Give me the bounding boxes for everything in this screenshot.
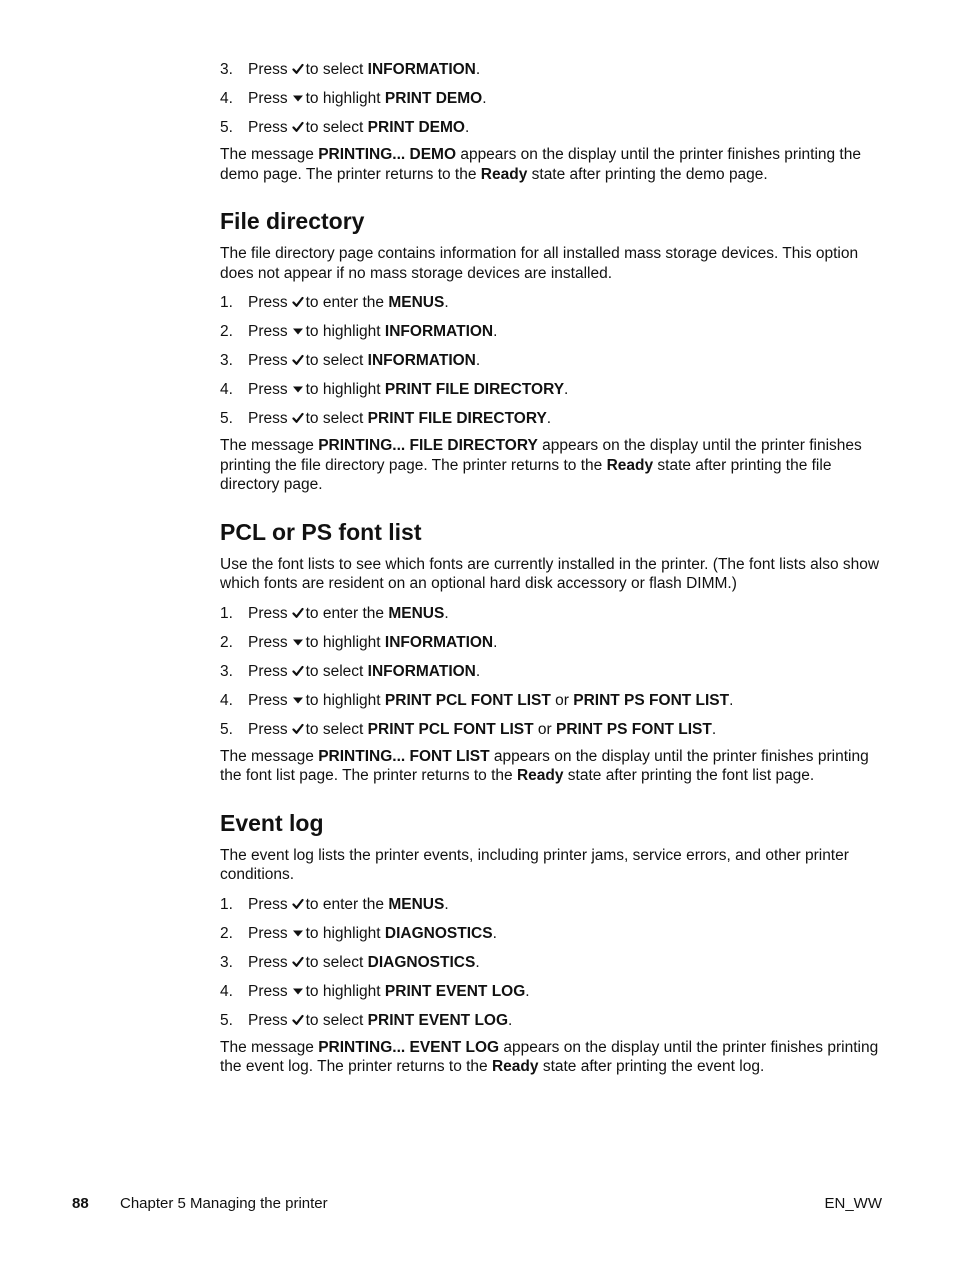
list-item	[220, 631, 888, 660]
step-number: 3.	[220, 61, 233, 78]
step-end: .	[493, 633, 498, 651]
chapter-title: Chapter 5 Managing the printer	[120, 1195, 328, 1212]
list-item	[220, 116, 888, 145]
step-press: Press	[248, 662, 288, 680]
step-end: .	[464, 119, 470, 136]
message-text: The message	[220, 747, 319, 765]
menu-item-name: MENUS	[388, 604, 445, 622]
step-end: .	[546, 410, 552, 427]
checkmark-button-icon	[292, 63, 304, 75]
step-action: to highlight	[305, 982, 381, 1000]
list-item	[220, 87, 888, 116]
menu-item-name: PRINT EVENT LOG	[384, 982, 526, 1000]
step-action: to highlight	[305, 323, 381, 340]
section-heading: File directory	[220, 208, 365, 234]
menu-item-name: PRINT PCL FONT LIST	[384, 691, 551, 709]
step-action: to highlight	[305, 90, 381, 107]
list-item	[220, 1009, 888, 1038]
display-message: PRINTING... EVENT LOG	[318, 1038, 500, 1056]
menu-item-name: PRINT EVENT LOG	[367, 1011, 509, 1029]
list-item	[220, 291, 888, 320]
step-end: .	[475, 953, 480, 971]
step-number: 2.	[220, 924, 233, 942]
menu-item-name: INFORMATION	[384, 323, 494, 340]
step-press: Press	[248, 352, 288, 369]
step-number: 2.	[220, 633, 233, 651]
menu-item-name: DIAGNOSTICS	[367, 953, 476, 971]
message-text: state after printing the font list page.	[563, 767, 815, 784]
step-list	[220, 291, 888, 436]
step-text	[248, 718, 716, 742]
step-end: .	[508, 1011, 513, 1029]
section-description: The file directory page contains information for all installed mass storage devices. This option does not appear if no mass storage devices are installed.	[220, 245, 859, 282]
step-action: to enter the	[305, 895, 385, 913]
step-end: .	[444, 895, 449, 913]
step-action: to select	[305, 352, 364, 369]
step-number: 3.	[220, 352, 233, 369]
step-text	[248, 87, 487, 111]
step-action: to select	[305, 720, 364, 738]
intro-step-list	[220, 58, 888, 145]
step-end: .	[525, 982, 530, 1000]
list-item	[220, 58, 888, 87]
list-item	[220, 689, 888, 718]
step-end: .	[475, 662, 481, 680]
step-end: .	[444, 604, 449, 622]
step-text	[248, 893, 449, 917]
result-message	[220, 747, 884, 786]
step-number: 2.	[220, 323, 233, 340]
step-action: to select	[305, 410, 364, 427]
step-number: 4.	[220, 982, 233, 1000]
step-end: .	[482, 90, 487, 107]
step-press: Press	[248, 720, 288, 738]
step-list	[220, 602, 888, 747]
step-number: 5.	[220, 720, 233, 738]
step-action: to highlight	[305, 924, 381, 942]
down-arrow-button-icon	[292, 92, 304, 104]
menu-item-name: PRINT PS FONT LIST	[573, 691, 730, 709]
result-message	[220, 1038, 884, 1077]
down-arrow-button-icon	[292, 927, 304, 939]
step-action: to select	[305, 1011, 364, 1029]
step-text	[248, 631, 497, 655]
step-number: 1.	[220, 294, 233, 311]
checkmark-button-icon	[292, 607, 304, 619]
step-text	[248, 58, 480, 82]
step-number: 1.	[220, 604, 233, 622]
step-press: Press	[248, 90, 288, 107]
list-item	[220, 320, 888, 349]
step-end: .	[492, 924, 497, 942]
step-end: .	[711, 720, 717, 738]
list-item	[220, 378, 888, 407]
step-action: to highlight	[305, 633, 381, 651]
step-text	[248, 378, 568, 402]
section	[220, 206, 888, 495]
step-end: .	[493, 323, 498, 340]
message-text: The message	[220, 146, 319, 163]
message-text: appears on the display until the printer finishes printing the demo page. The printer returns to the	[220, 146, 861, 183]
checkmark-button-icon	[292, 354, 304, 366]
section-heading: PCL or PS font list	[220, 518, 422, 545]
step-number: 5.	[220, 410, 233, 427]
step-press: Press	[248, 604, 288, 622]
step-press: Press	[248, 410, 288, 427]
step-action: to select	[305, 953, 364, 971]
message-text: state after printing the demo page.	[527, 165, 768, 183]
step-text	[248, 291, 449, 315]
step-press: Press	[248, 323, 288, 340]
step-press: Press	[248, 982, 288, 1000]
step-join: or	[537, 720, 552, 738]
message-text: appears on the display until the printer finishes printing the font list page. The printer returns to the	[220, 747, 869, 784]
message-text: appears on the display until the printer finishes printing the file directory page. The printer returns to the	[220, 437, 862, 474]
section-description: Use the font lists to see which fonts are currently installed in the printer. (The font lists also show which fonts are resident on an optional hard disk accessory or flash DIMM.)	[220, 555, 880, 592]
step-action: to select	[305, 61, 364, 78]
list-item	[220, 980, 888, 1009]
checkmark-button-icon	[292, 723, 304, 735]
step-action: to highlight	[305, 381, 381, 398]
step-press: Press	[248, 381, 288, 398]
menu-item-name: PRINT DEMO	[384, 90, 483, 107]
menu-item-name: INFORMATION	[367, 61, 476, 78]
section	[220, 517, 888, 786]
list-item	[220, 922, 888, 951]
step-number: 5.	[220, 119, 233, 136]
step-end: .	[475, 61, 481, 78]
step-text	[248, 922, 497, 946]
step-text	[248, 1009, 512, 1033]
list-item	[220, 349, 888, 378]
step-text	[248, 116, 469, 140]
step-action: to select	[305, 119, 364, 136]
down-arrow-button-icon	[292, 694, 304, 706]
step-end: .	[475, 352, 481, 369]
down-arrow-button-icon	[292, 383, 304, 395]
step-text	[248, 349, 480, 373]
step-list	[220, 893, 888, 1038]
message-text: appears on the display until the printer finishes printing the event log. The printer returns to the	[220, 1038, 879, 1075]
state-name: Ready	[606, 456, 654, 474]
page-footer	[72, 1194, 882, 1214]
menu-item-name: PRINT FILE DIRECTORY	[384, 381, 565, 398]
menu-item-name: PRINT FILE DIRECTORY	[367, 410, 547, 427]
section	[220, 808, 888, 1077]
step-action: to enter the	[305, 604, 385, 622]
step-text	[248, 660, 480, 684]
menu-item-name: INFORMATION	[384, 633, 494, 651]
list-item	[220, 660, 888, 689]
step-number: 4.	[220, 691, 233, 709]
step-press: Press	[248, 953, 288, 971]
step-number: 4.	[220, 381, 233, 398]
section-description: The event log lists the printer events, including printer jams, service errors, and other printer conditions.	[220, 846, 849, 883]
section-heading: Event log	[220, 809, 324, 836]
menu-item-name: MENUS	[388, 895, 445, 913]
checkmark-button-icon	[292, 296, 304, 308]
list-item	[220, 602, 888, 631]
step-press: Press	[248, 61, 288, 78]
list-item	[220, 951, 888, 980]
step-action: to enter the	[305, 294, 385, 311]
step-number: 3.	[220, 953, 233, 971]
checkmark-button-icon	[292, 665, 304, 677]
message-text: state after printing the file directory page.	[220, 456, 832, 493]
step-text	[248, 980, 530, 1004]
message-text: The message	[220, 437, 319, 454]
menu-item-name: MENUS	[388, 294, 445, 311]
result-message	[220, 145, 884, 184]
step-text	[248, 407, 551, 431]
menu-item-name: PRINT DEMO	[367, 119, 465, 136]
checkmark-button-icon	[292, 121, 304, 133]
down-arrow-button-icon	[292, 325, 304, 337]
menu-item-name: PRINT PCL FONT LIST	[367, 720, 534, 738]
state-name: Ready	[491, 1058, 539, 1075]
message-text: state after printing the event log.	[538, 1058, 765, 1075]
step-action: to highlight	[305, 691, 381, 709]
step-text	[248, 320, 497, 344]
list-item	[220, 893, 888, 922]
step-number: 5.	[220, 1011, 233, 1029]
step-number: 1.	[220, 895, 233, 913]
display-message: PRINTING... FILE DIRECTORY	[318, 437, 538, 454]
checkmark-button-icon	[292, 956, 304, 968]
step-press: Press	[248, 691, 288, 709]
state-name: Ready	[516, 767, 564, 784]
step-number: 3.	[220, 662, 233, 680]
page-number: 88	[72, 1195, 89, 1212]
step-action: to select	[305, 662, 364, 680]
step-press: Press	[248, 1011, 288, 1029]
checkmark-button-icon	[292, 898, 304, 910]
result-message	[220, 436, 884, 495]
menu-item-name: DIAGNOSTICS	[384, 924, 493, 942]
menu-item-name: INFORMATION	[367, 352, 476, 369]
display-message: PRINTING... DEMO	[318, 146, 457, 163]
menu-item-name: PRINT PS FONT LIST	[556, 720, 712, 738]
message-text: The message	[220, 1038, 319, 1056]
step-press: Press	[248, 924, 288, 942]
down-arrow-button-icon	[292, 636, 304, 648]
page-content	[220, 58, 888, 1083]
step-text	[248, 689, 733, 713]
step-press: Press	[248, 294, 288, 311]
menu-item-name: INFORMATION	[367, 662, 476, 680]
locale-code: EN_WW	[824, 1195, 882, 1212]
step-press: Press	[248, 633, 288, 651]
step-end: .	[729, 691, 734, 709]
step-press: Press	[248, 119, 288, 136]
down-arrow-button-icon	[292, 985, 304, 997]
step-join: or	[555, 691, 569, 709]
list-item	[220, 718, 888, 747]
step-press: Press	[248, 895, 288, 913]
display-message: PRINTING... FONT LIST	[318, 747, 490, 765]
step-end: .	[444, 294, 449, 311]
step-text	[248, 951, 480, 975]
state-name: Ready	[480, 165, 528, 183]
step-end: .	[564, 381, 569, 398]
step-number: 4.	[220, 90, 233, 107]
checkmark-button-icon	[292, 1014, 304, 1026]
step-text	[248, 602, 449, 626]
checkmark-button-icon	[292, 412, 304, 424]
list-item	[220, 407, 888, 436]
